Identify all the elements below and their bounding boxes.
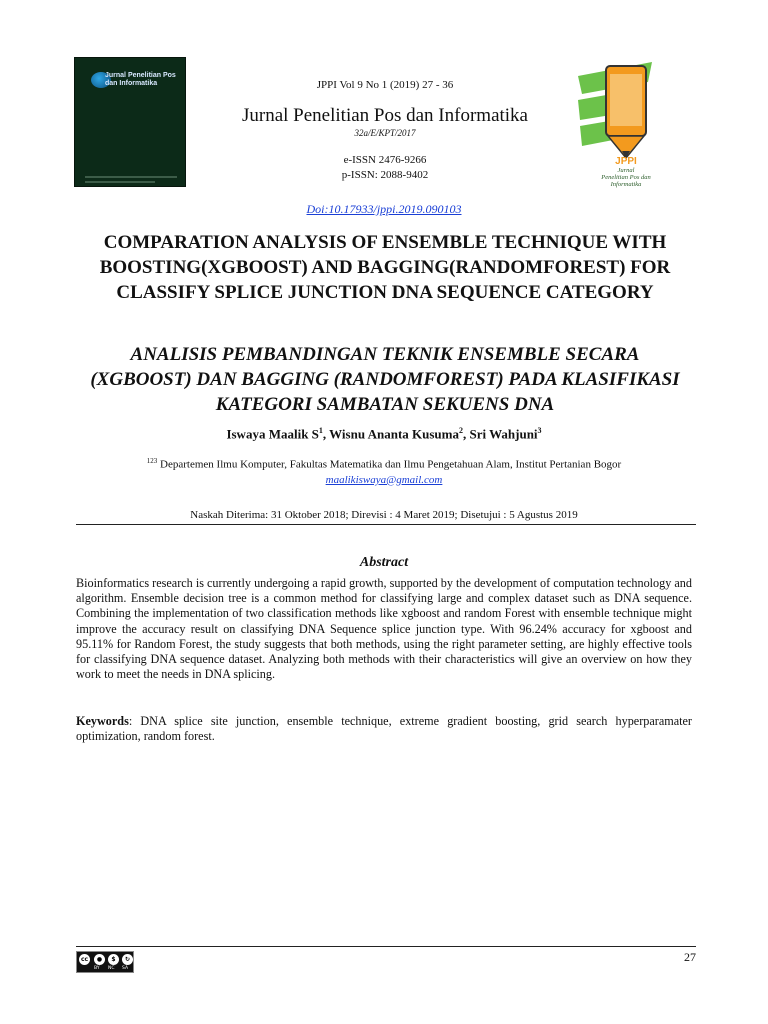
email-link[interactable]: maalikiswaya@gmail.com	[325, 473, 443, 486]
divider	[76, 524, 696, 525]
abstract-body: Bioinformatics research is currently undergoing a rapid growth, supported by the development of computation technology and algorithm. Ensemble decision tree is a common method for classifying large and complex dataset such as DNA sequence. Combining the implementation of two classification methods like xgboost and random Forest with ensemble technique might improve the accuracy result on classifying DNA Sequence splice junction type. With 96.24% accuracy for xgboost and 95.11% for Random Forest, the study suggests that both methods, using the right parameter setting, are highly effective tools for classifying DNA sequence dataset. Analyzing both methods with their characteristics will give an overview on how they work to meet the needs in DNA splicing.	[76, 576, 692, 682]
author-name: Sri Wahjuni	[469, 426, 538, 442]
logo-abbr: JPPI	[615, 156, 637, 167]
page-number: 27	[684, 950, 696, 964]
sa-icon: ↻	[122, 954, 133, 965]
logo-caption-line1: Jurnal	[617, 167, 635, 174]
keywords	[76, 714, 692, 744]
e-issn: e-ISSN 2476-9266	[343, 154, 427, 166]
title-indonesian: ANALISIS PEMBANDINGAN TEKNIK ENSEMBLE SECARA (XGBOOST) DAN BAGGING (RANDOMFOREST) PADA KLASIFIKASI KATEGORI SAMBATAN SEKUENS DNA	[90, 344, 680, 415]
sa-label: SA	[122, 966, 129, 971]
submission-dates: Naskah Diterima: 31 Oktober 2018; Direvisi : 4 Maret 2019; Disetujui : 5 Agustus 2019	[190, 509, 578, 521]
author-affil-marker: 1	[318, 426, 323, 435]
accreditation-number: 32a/E/KPT/2017	[354, 128, 416, 138]
journal-cover-image	[74, 57, 186, 187]
cover-decoration	[85, 176, 177, 178]
doi-link[interactable]: Doi:10.17933/jppi.2019.090103	[306, 202, 462, 216]
author-affil-marker: 3	[537, 426, 542, 435]
affiliation-text: Departemen Ilmu Komputer, Fakultas Matematika dan Ilmu Pengetahuan Alam, Institut Pertanian Bogor	[160, 458, 622, 471]
author-affil-marker: 2	[459, 426, 463, 435]
keywords-label: Keywords	[76, 714, 129, 728]
keywords-text: : DNA splice site junction, ensemble technique, extreme gradient boosting, grid search hyperparamater optimization, random forest.	[76, 714, 692, 744]
cover-decoration	[85, 181, 155, 183]
abstract-heading: Abstract	[359, 555, 409, 570]
affiliation	[0, 454, 768, 488]
by-icon: ●	[94, 954, 105, 965]
footer-divider	[76, 946, 696, 947]
author-name: Wisnu Ananta Kusuma	[329, 426, 459, 442]
cover-title: Jurnal Penelitian Pos dan Informatika	[105, 72, 176, 87]
by-label: BY	[94, 966, 100, 971]
logo-caption-line2: Penelitian Pos dan	[601, 174, 651, 181]
cc-license-badge[interactable]	[76, 951, 134, 973]
cc-icon: cc	[80, 956, 89, 963]
volume-info: JPPI Vol 9 No 1 (2019) 27 - 36	[316, 79, 454, 91]
journal-name: Jurnal Penelitian Pos dan Informatika	[242, 105, 528, 126]
author-name: Iswaya Maalik S	[226, 426, 319, 442]
nc-label: NC	[108, 966, 115, 971]
logo-caption-line3: Informatika	[610, 181, 642, 188]
author-list: Iswaya Maalik $S^1$, Wisnu Ananta Kusuma$^2$, Sri Wahjuni$^3$	[226, 426, 542, 442]
affiliation-marker: 123	[146, 457, 158, 465]
jppi-logo	[578, 58, 678, 190]
title-english: COMPARATION ANALYSIS OF ENSEMBLE TECHNIQUE WITH BOOSTING(XGBOOST) AND BAGGING(RANDOMFOREST) FOR CLASSIFY SPLICE JUNCTION DNA SEQUENCE CATEGORY	[99, 232, 671, 303]
nc-icon: $	[108, 954, 119, 965]
p-issn: p-ISSN: 2088-9402	[341, 169, 429, 181]
journal-meta	[220, 78, 550, 183]
